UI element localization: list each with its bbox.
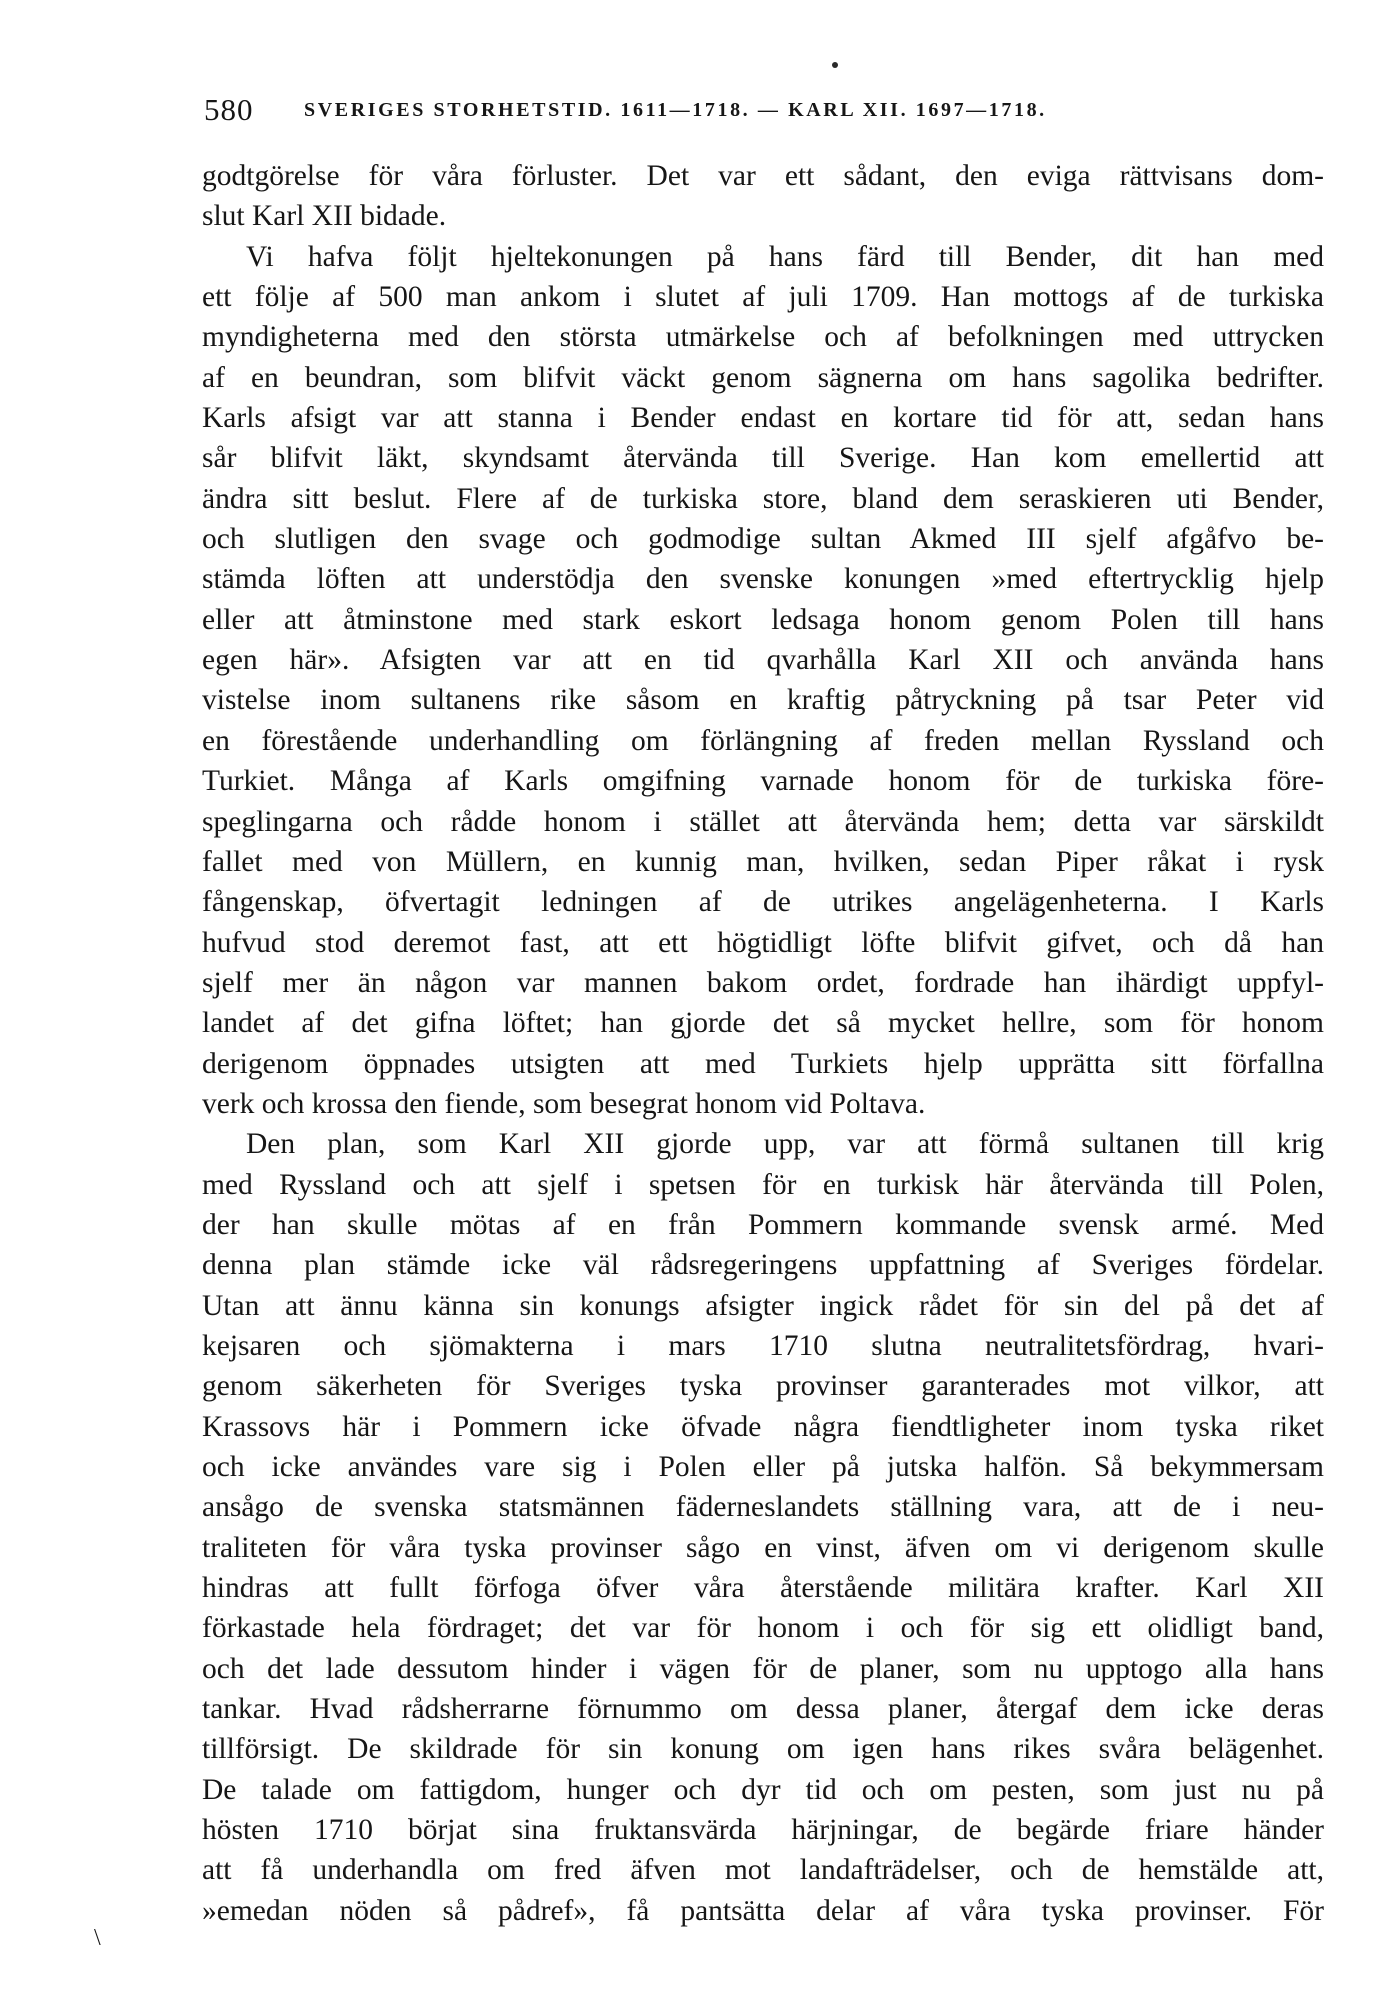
- text-line: stämda löften att understödja den svenske konungen »med eftertrycklig hjelp: [202, 563, 1324, 596]
- text-line: Turkiet. Många af Karls omgifning varnade honom för de turkiska förе-: [202, 765, 1324, 798]
- text-line: »emedan nöden så pådref», få pantsätta delar af våra tyska provinser. För: [202, 1894, 1324, 1927]
- text-line: förkastade hela fördraget; det var för honom i och för sig ett olidligt band,: [202, 1612, 1324, 1645]
- text-line: De talade om fattigdom, hunger och dyr tid och om pesten, som just nu på: [202, 1773, 1324, 1806]
- text-line: med Ryssland och att sjelf i spetsen för en turkisk här återvända till Polen,: [202, 1168, 1324, 1201]
- ink-speck: [832, 62, 838, 68]
- text-line: ändra sitt beslut. Flere af de turkiska store, bland dem seraskieren uti Bender,: [202, 482, 1324, 515]
- text-line: Krassovs här i Pommern icke öfvade några fiendtligheter inom tyska riket: [202, 1410, 1324, 1443]
- text-line: och icke användes vare sig i Polen eller på jutska halfön. Så bekymmersam: [202, 1451, 1324, 1483]
- text-line: hösten 1710 börjat sina fruktansvärda härjningar, de begärde friare händer: [202, 1814, 1324, 1847]
- body-text: [202, 156, 1324, 1931]
- text-line: Den plan, som Karl XII gjorde upp, var att förmå sultanen till krig: [246, 1128, 1324, 1161]
- text-line: slut Karl XII bidade.: [202, 200, 447, 233]
- text-line: tankar. Hvad rådsherrarne förnummo om dessa planer, återgaf dem icke deras: [202, 1693, 1324, 1726]
- text-line: verk och krossa den fiende, som besegrat honom vid Poltava.: [202, 1087, 926, 1120]
- text-line: Karls afsigt var att stanna i Bender endast en kortare tid för att, sedan hans: [202, 402, 1324, 435]
- margin-mark: \: [94, 1925, 101, 1951]
- text-line: vistelse inom sultanens rike såsom en kraftig påtryckning på tsar Peter vid: [202, 684, 1324, 717]
- text-line: hindras att fullt förfoga öfver våra återstående militära krafter. Karl XII: [202, 1572, 1324, 1605]
- page-number: 580: [204, 92, 254, 127]
- text-line: ett följe af 500 man ankom i slutet af juli 1709. Han mottogs af de turkiska: [202, 281, 1324, 314]
- text-line: egen här». Afsigten var att en tid qvarhålla Karl XII och använda hans: [202, 644, 1324, 677]
- text-line: och det lade dessutom hinder i vägen för de planer, som nu upptogo alla hans: [202, 1652, 1324, 1685]
- text-line: ansågo de svenska statsmännen fäderneslandets ställning vara, att de i neu-: [202, 1491, 1324, 1524]
- text-line: godtgörelse för våra förluster. Det var ett sådant, den eviga rättvisans dom-: [202, 160, 1324, 192]
- text-line: sår blifvit läkt, skyndsamt återvända till Sverige. Han kom emellertid att: [202, 442, 1324, 475]
- text-line: denna plan stämde icke väl rådsregeringens uppfattning af Sveriges fördelar.: [202, 1249, 1324, 1282]
- text-line: fångenskap, öfvertagit ledningen af de utrikes angelägenheterna. I Karls: [202, 886, 1324, 919]
- text-line: kejsaren och sjömakterna i mars 1710 slutna neutralitetsfördrag, hvari-: [202, 1329, 1324, 1362]
- text-line: myndigheterna med den största utmärkelse och af befolkningen med uttrycken: [202, 321, 1324, 354]
- text-line: fallet med von Müllern, en kunnig man, hvilken, sedan Piper råkat i rysk: [202, 845, 1324, 878]
- text-line: tillförsigt. De skildrade för sin konung om igen hans rikes svåra belägenhet.: [202, 1733, 1324, 1766]
- text-line: derigenom öppnades utsigten att med Turkiets hjelp upprätta sitt förfallna: [202, 1047, 1324, 1080]
- page-header: [204, 92, 1204, 132]
- text-line: hufvud stod deremot fast, att ett högtidligt löfte blifvit gifvet, och då han: [202, 926, 1324, 959]
- text-line: en förestående underhandling om förlängning af freden mellan Ryssland och: [202, 724, 1324, 757]
- text-line: af en beundran, som blifvit väckt genom sägnerna om hans sagolika bedrifter.: [202, 361, 1324, 394]
- text-line: Vi hafva följt hjeltekonungen på hans färd till Bender, dit han med: [246, 240, 1324, 273]
- text-line: Utan att ännu känna sin konungs afsigter ingick rådet för sin del på det af: [202, 1289, 1324, 1322]
- text-line: att få underhandla om fred äfven mot landafträdelser, och de hemstälde att,: [202, 1854, 1324, 1887]
- running-head: SVERIGES STORHETSTID. 1611—1718. — KARL XII. 1697—1718.: [304, 99, 1047, 121]
- text-line: speglingarna och rådde honom i stället att återvända hem; detta var särskildt: [202, 805, 1324, 838]
- text-line: genom säkerheten för Sveriges tyska provinser garanterades mot vilkor, att: [202, 1370, 1324, 1403]
- text-line: sjelf mer än någon var mannen bakom ordet, fordrade han ihärdigt uppfyl-: [202, 966, 1324, 999]
- text-line: traliteten för våra tyska provinser sågo en vinst, äfven om vi derigenom skulle: [202, 1531, 1324, 1564]
- text-line: och slutligen den svage och godmodige sultan Akmed III sjelf afgåfvo be-: [202, 523, 1324, 556]
- text-line: landet af det gifna löftet; han gjorde det så mycket hellre, som för honom: [202, 1007, 1324, 1040]
- text-line: eller att åtminstone med stark eskort ledsaga honom genom Polen till hans: [202, 603, 1324, 636]
- text-line: der han skulle mötas af en från Pommern kommande svensk armé. Med: [202, 1208, 1324, 1241]
